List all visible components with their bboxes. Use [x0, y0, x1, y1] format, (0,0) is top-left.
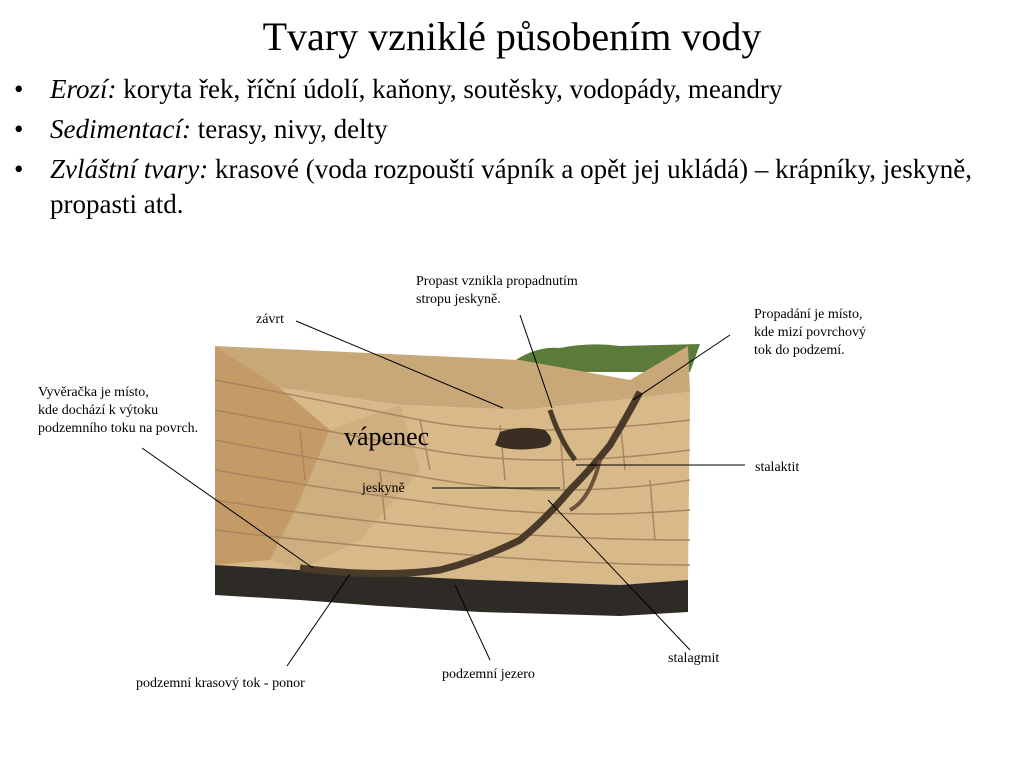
bullet-term: Zvláštní tvary:: [50, 154, 209, 184]
bullet-term: Erozí:: [50, 74, 117, 104]
label-jezero: podzemní jezero: [442, 667, 535, 682]
bullet-dot: •: [14, 74, 24, 104]
label-vyverka: Vyvěračka je místo, kde dochází k výtoku podzemního toku na povrch.: [38, 385, 199, 436]
bullet-term: Sedimentací:: [50, 114, 191, 144]
label-propast: Propast vznikla propadnutím stropu jeskyně.: [416, 274, 578, 307]
label-stalagmit: stalagmit: [668, 651, 720, 666]
label-jeskyne: jeskyně: [362, 481, 405, 496]
bullet-text: terasy, nivy, delty: [190, 114, 388, 144]
label-ponor: podzemní krasový tok - ponor: [136, 676, 305, 691]
label-stalaktit: stalaktit: [755, 460, 800, 475]
label-zavrt: závrt: [256, 312, 284, 327]
label-propadani: Propadání je místo, kde mizí povrchový tok do podzemí.: [754, 307, 866, 358]
bullet-text: koryta řek, říční údolí, kaňony, soutěsky, vodopády, meandry: [116, 74, 783, 104]
sinkhole-depression: [495, 428, 551, 450]
bullet-dot: •: [14, 154, 24, 184]
bullet-text: krasové (voda rozpouští vápník a opět jej ukládá) – krápníky, jeskyně, propasti atd.: [50, 154, 973, 219]
slide-title: Tvary vzniklé působením vody: [262, 14, 762, 59]
bullet-dot: •: [14, 114, 24, 144]
label-vapenec: vápenec: [344, 422, 430, 451]
